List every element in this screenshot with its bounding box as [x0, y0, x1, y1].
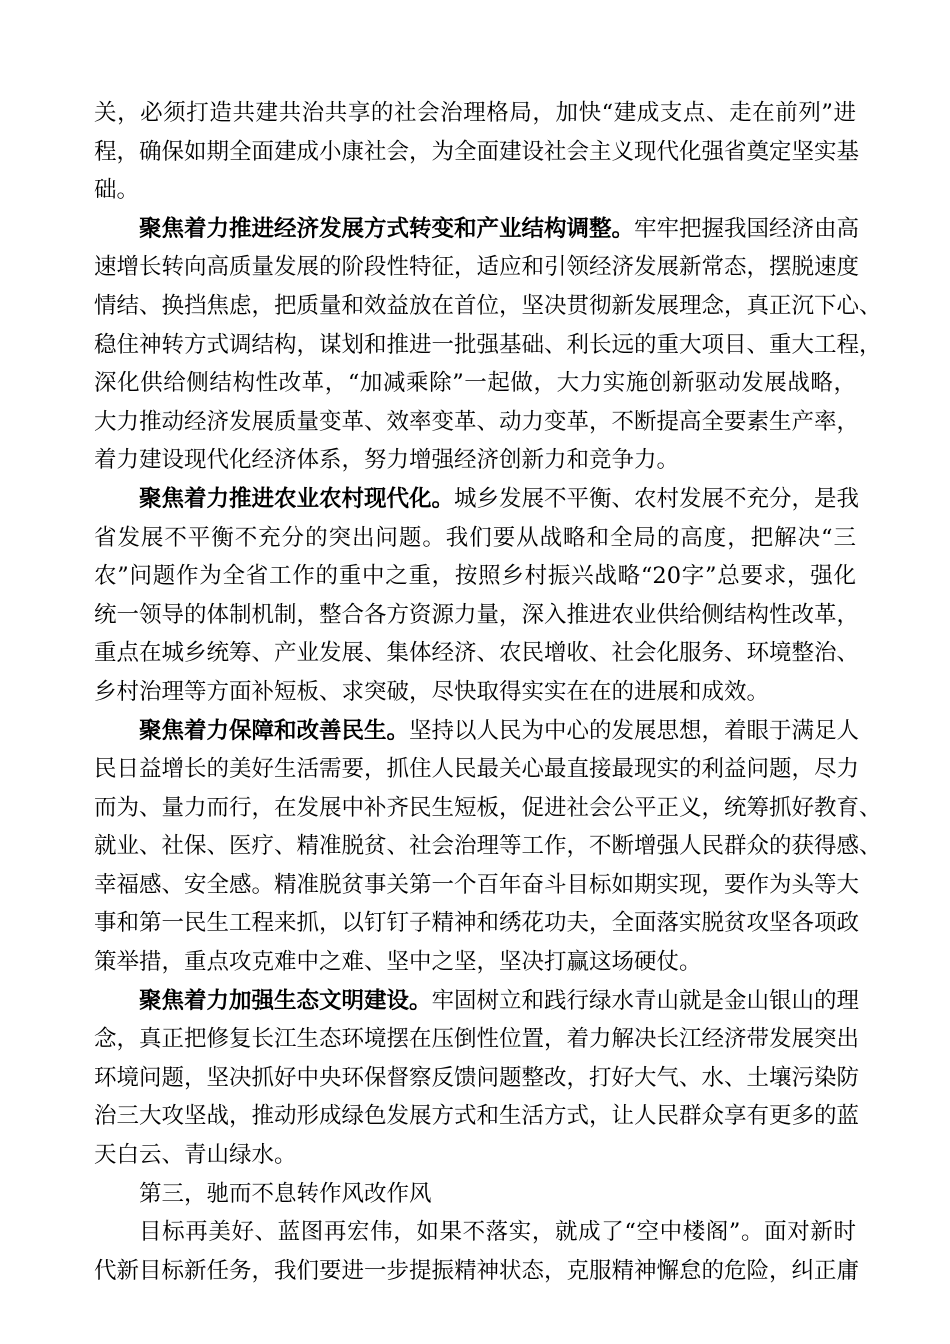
text-line: 重点在城乡统筹、产业发展、集体经济、农民增收、社会化服务、环境整治、 [94, 640, 860, 667]
paragraph-first-line [94, 982, 860, 1021]
text-line: 代新目标新任务，我们要进一步提振精神状态，克服精神懈怠的危险，纠正庸 [94, 1257, 860, 1284]
text-line: 环境问题，坚决抓好中央环保督察反馈问题整改，打好大气、水、土壤污染防 [94, 1064, 860, 1091]
text-run: 坚持以人民为中心的发展思想，着眼于满足人 [409, 717, 860, 744]
paragraph-lead-heading: 聚焦着力推进农业农村现代化。 [139, 485, 455, 512]
text-line: 省发展不平衡不充分的突出问题。我们要从战略和全局的高度，把解决“三 [94, 524, 856, 551]
text-line: 事和第一民生工程来抓，以钉钉子精神和绣花功夫，全面落实脱贫攻坚各项政 [94, 910, 860, 937]
text-run: 城乡发展不平衡、农村发展不充分，是我 [454, 485, 860, 512]
text-line: 着力建设现代化经济体系，努力增强经济创新力和竞争力。 [94, 447, 680, 474]
body-text [94, 94, 882, 1290]
text-line: 而为、量力而行，在发展中补齐民生短板，促进社会公平正义，统筹抓好教育、 [94, 794, 882, 821]
paragraph-first-line [94, 210, 860, 249]
paragraph-first-line [94, 712, 860, 751]
text-run: 牢牢把握我国经济由高 [634, 215, 860, 242]
paragraph-lead-heading: 聚焦着力保障和改善民生。 [139, 717, 410, 744]
text-line: 农”问题作为全省工作的重中之重，按照乡村振兴战略“20字”总要求，强化 [94, 563, 856, 590]
paragraph-lead-heading: 聚焦着力推进经济发展方式转变和产业结构调整。 [139, 215, 635, 242]
text-run: 牢固树立和践行绿水青山就是金山银山的理 [431, 987, 860, 1014]
text-line: 念，真正把修复长江生态环境摆在压倒性位置，着力解决长江经济带发展突出 [94, 1026, 860, 1053]
text-line: 就业、社保、医疗、精准脱贫、社会治理等工作，不断增强人民群众的获得感、 [94, 833, 882, 860]
text-line: 稳住神转方式调结构，谋划和推进一批强基础、利长远的重大项目、重大工程， [94, 331, 882, 358]
text-line: 乡村治理等方面补短板、求突破，尽快取得实实在在的进展和成效。 [94, 678, 770, 705]
text-line: 策举措，重点攻克难中之难、坚中之坚，坚决打赢这场硬仗。 [94, 949, 702, 976]
paragraph-lead-heading: 聚焦着力加强生态文明建设。 [139, 987, 432, 1014]
text-line: 大力推动经济发展质量变革、效率变革、动力变革，不断提高全要素生产率， [94, 408, 860, 435]
section-heading: 第三，驰而不息转作风改作风 [139, 1180, 432, 1207]
text-line: 统一领导的体制机制，整合各方资源力量，深入推进农业供给侧结构性改革， [94, 601, 860, 628]
paragraph-first-line [94, 480, 860, 519]
paragraph-first-line: 目标再美好、蓝图再宏伟，如果不落实，就成了“空中楼阁”。面对新时 [139, 1219, 856, 1246]
text-line: 幸福感、安全感。精准脱贫事关第一个百年奋斗目标如期实现，要作为头等大 [94, 871, 860, 898]
text-line: 关，必须打造共建共治共享的社会治理格局，加快“建成支点、走在前列”进 [94, 100, 856, 126]
text-line: 情结、换挡焦虑，把质量和效益放在首位，坚决贯彻新发展理念，真正沉下心、 [94, 292, 882, 319]
text-line: 民日益增长的美好生活需要，抓住人民最关心最直接最现实的利益问题，尽力 [94, 756, 860, 783]
text-line: 深化供给侧结构性改革，“加减乘除”一起做，大力实施创新驱动发展战略， [94, 370, 856, 397]
text-line: 程，确保如期全面建成小康社会，为全面建设社会主义现代化强省奠定坚实基 [94, 138, 860, 165]
text-line: 天白云、青山绿水。 [94, 1142, 297, 1169]
text-line: 础。 [94, 177, 140, 204]
text-line: 治三大攻坚战，推动形成绿色发展方式和生活方式，让人民群众享有更多的蓝 [94, 1103, 860, 1130]
text-line: 速增长转向高质量发展的阶段性特征，适应和引领经济发展新常态，摆脱速度 [94, 254, 860, 281]
